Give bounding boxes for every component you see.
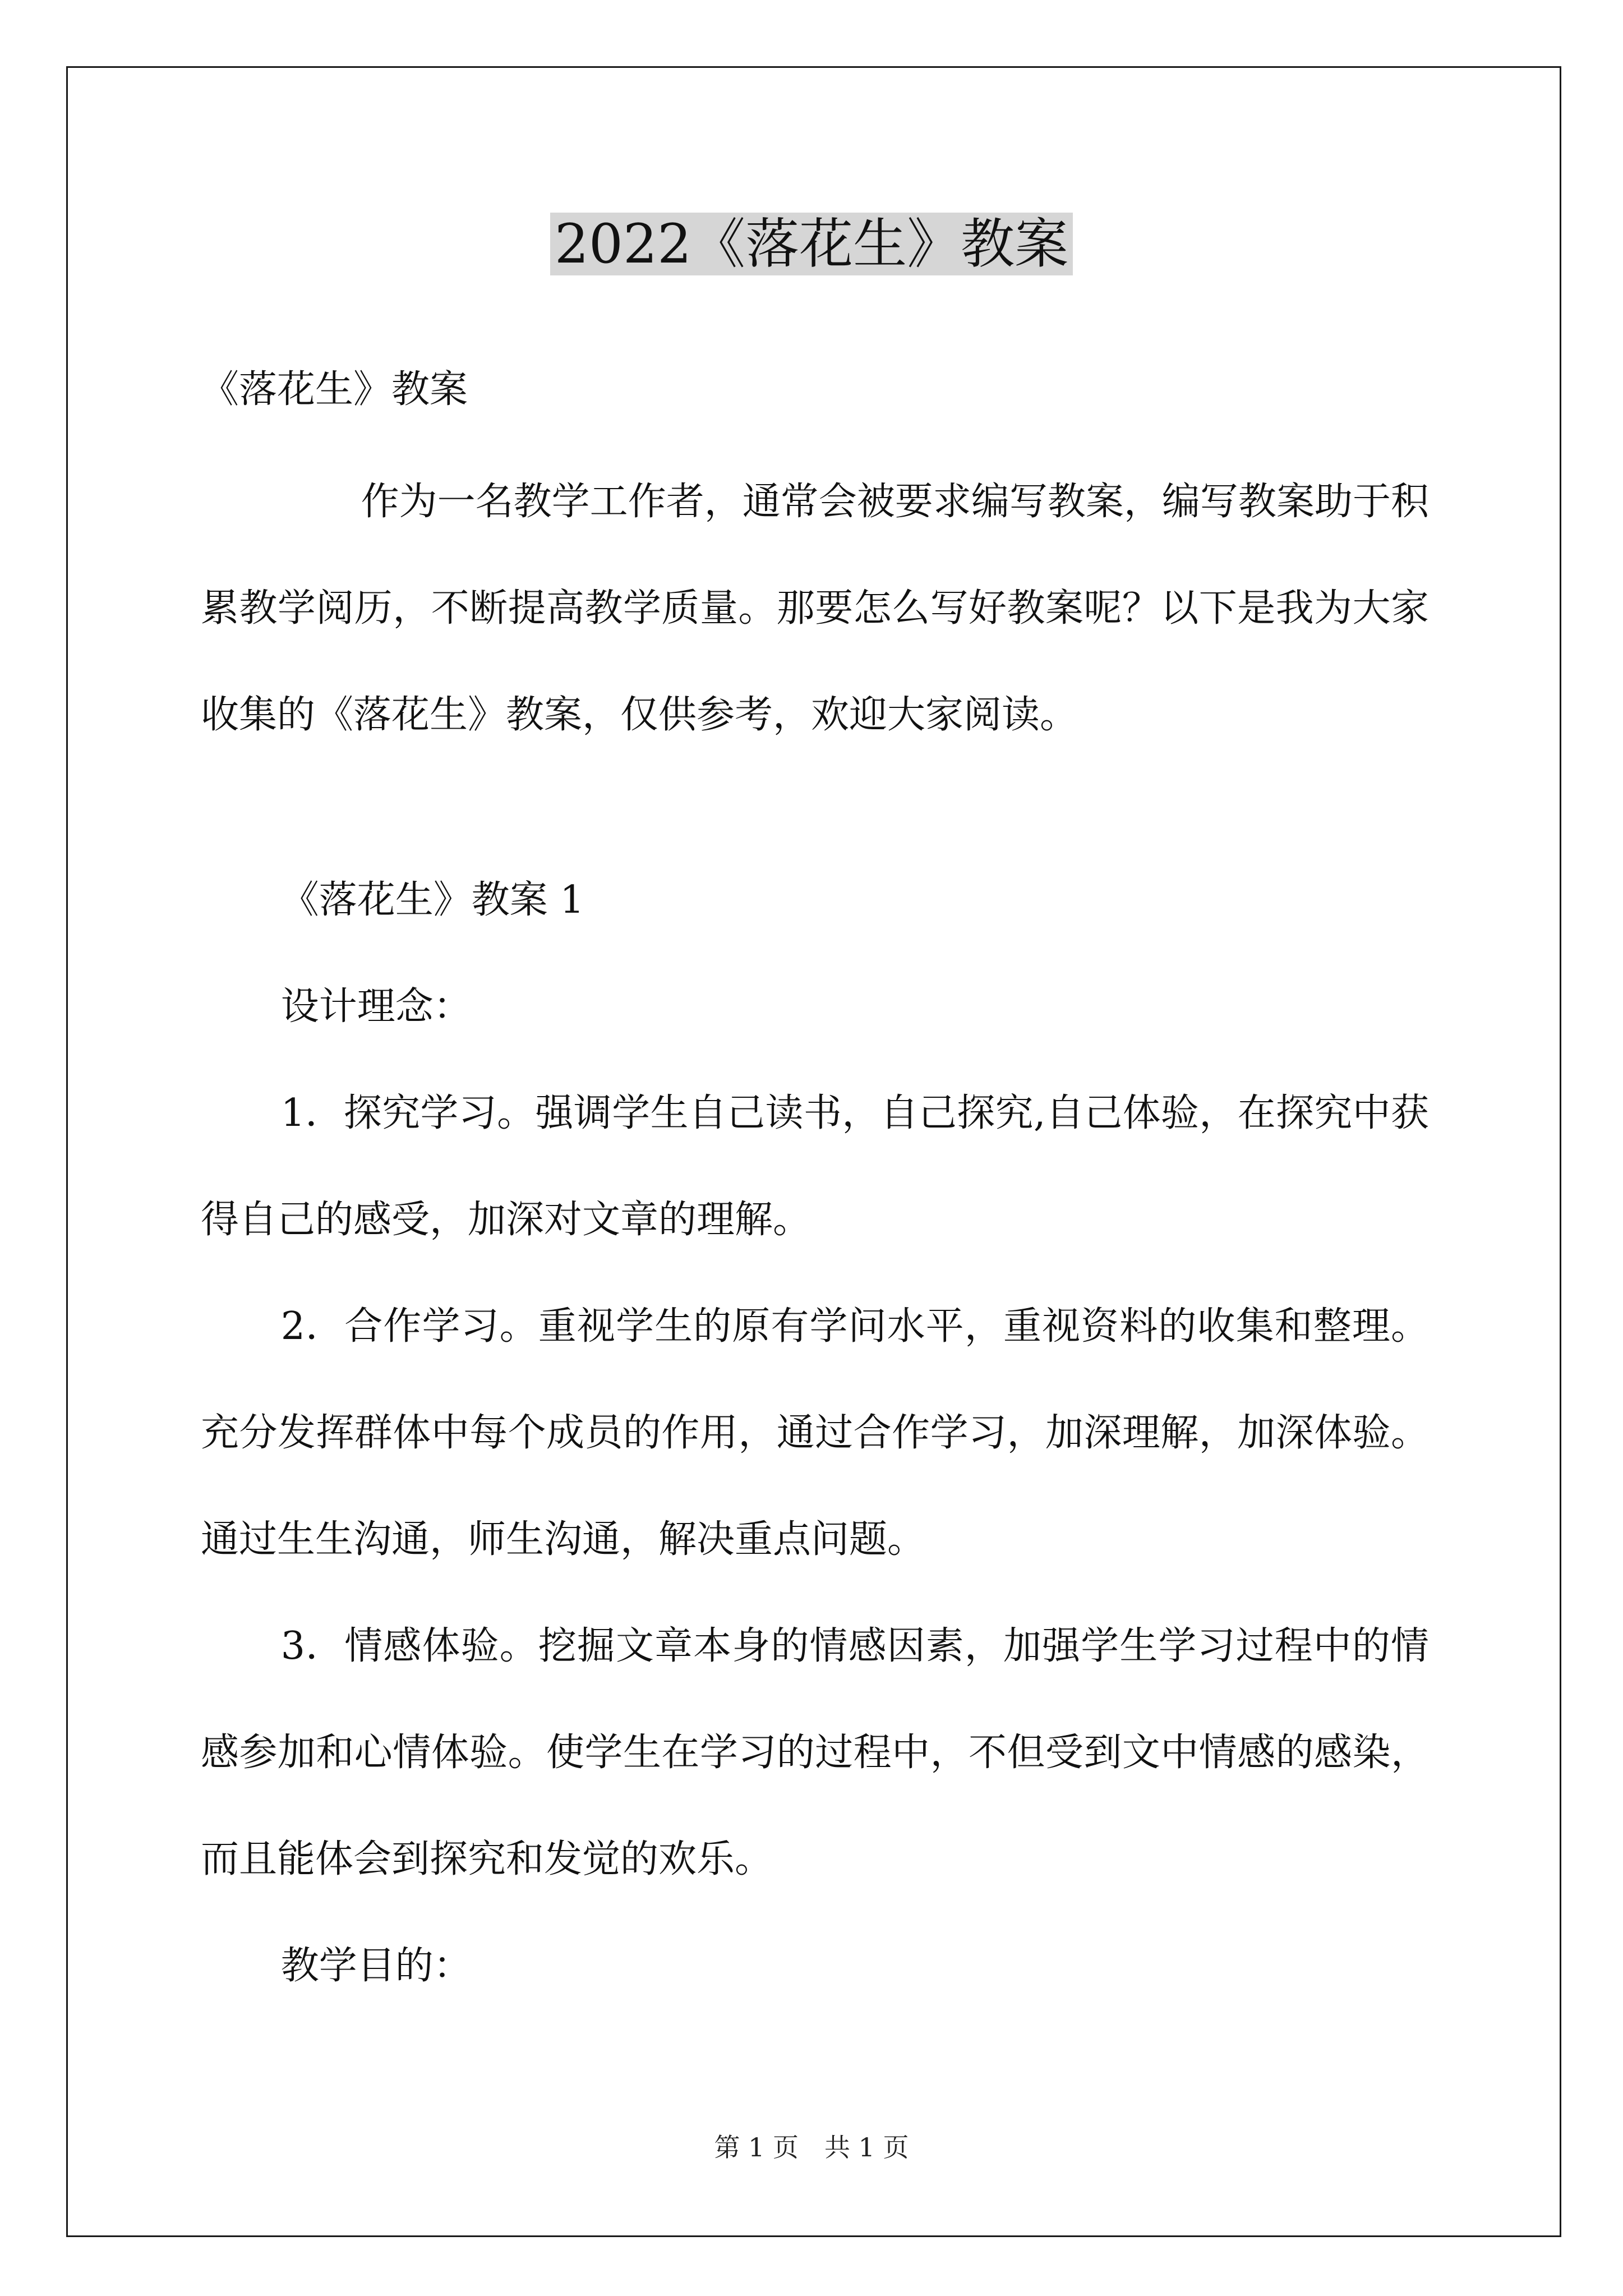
objective-heading: 教学目的： (280, 1944, 472, 1988)
design-point-1: 1．探究学习。强调学生自己读书，自己探究,自己体验，在探究中获得自己的感受，加深对文章的理解。 (201, 1091, 1429, 1242)
design-point-3: 3．情感体验。挖掘文章本身的情感因素，加强学生学习过程中的情感参加和心情体验。使学生在学习的过程中，不但受到文中情感的感染，而且能体会到探究和发觉的欢乐。 (201, 1624, 1429, 1881)
page-footer: 第 1 页 共 1 页 (714, 2132, 909, 2162)
document-title-text: 2022《落花生》教案 (550, 213, 1073, 275)
design-heading: 设计理念： (280, 984, 472, 1029)
design-point-2: 2．合作学习。重视学生的原有学问水平，重视资料的收集和整理。充分发挥群体中每个成员的作用，通过合作学习，加深理解，加深体验。通过生生沟通，师生沟通，解决重点问题。 (201, 1304, 1429, 1562)
document-subtitle: 《落花生》教案 (201, 367, 468, 412)
document-body (201, 337, 1429, 2019)
document-title (0, 202, 1623, 286)
intro-paragraph: 作为一名教学工作者，通常会被要求编写教案，编写教案助于积累教学阅历，不断提高教学质量。那要怎么写好教案呢？以下是我为大家收集的《落花生》教案，仅供参考，欢迎大家阅读。 (201, 480, 1429, 737)
section-heading: 《落花生》教案 1 (280, 878, 584, 922)
